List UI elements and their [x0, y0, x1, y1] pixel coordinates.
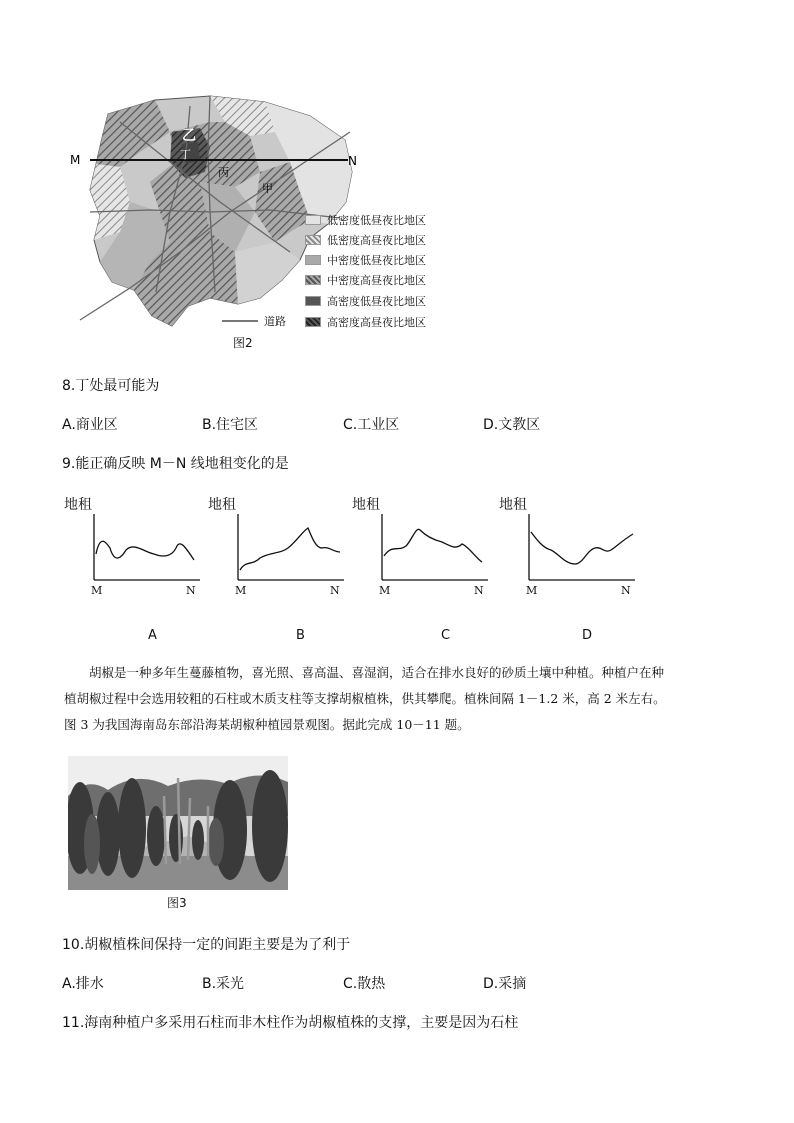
- legend-swatch-dark-solid: [305, 296, 321, 306]
- q9-stem: 9.能正确反映 M－N 线地租变化的是: [62, 456, 289, 472]
- q8-option-b[interactable]: B.住宅区: [202, 417, 259, 433]
- chart-d-curve: [531, 532, 633, 564]
- q11-stem: 11.海南种植户多采用石柱而非木柱作为胡椒植株的支撑，主要是因为石柱: [62, 1015, 519, 1031]
- label-n: N: [348, 154, 357, 168]
- q10-option-d[interactable]: D.采摘: [483, 976, 527, 992]
- passage-line-2: 植胡椒过程中会选用较粗的石柱或木质支柱等支撑胡椒植株，供其攀爬。植株间隔 1－1.2 米，高 2 米左右。: [64, 691, 666, 706]
- q10-stem: 10.胡椒植株间保持一定的间距主要是为了利于: [62, 937, 351, 953]
- label-jia: 甲: [262, 182, 273, 195]
- chart-d-letter[interactable]: D: [582, 628, 593, 643]
- chart-a-ylabel: 地租: [64, 497, 92, 513]
- legend-item-6: [305, 316, 426, 328]
- passage: [64, 660, 744, 738]
- legend-swatch-light-solid: [305, 215, 321, 225]
- q9-chart-c[interactable]: [352, 494, 492, 604]
- q9-chart-d[interactable]: [499, 494, 639, 604]
- label-bing: 丙: [218, 166, 229, 179]
- chart-d-plot: [499, 514, 639, 584]
- q8-option-a[interactable]: A.商业区: [62, 417, 118, 433]
- chart-b-letter[interactable]: B: [296, 628, 305, 643]
- figure3-photo: [68, 756, 288, 890]
- q10-option-a[interactable]: A.排水: [62, 976, 104, 992]
- road-legend-label: 道路: [264, 315, 286, 328]
- chart-c-plot: [352, 514, 492, 584]
- legend-swatch-mid-hatch: [305, 275, 321, 285]
- label-ding: 丁: [180, 148, 191, 161]
- chart-c-xstart: M: [379, 584, 391, 597]
- passage-line-3: 图 3 为我国海南岛东部沿海某胡椒种植园景观图。据此完成 10－11 题。: [64, 717, 470, 732]
- legend-item-2: [305, 234, 426, 246]
- legend-label: 中密度高昼夜比地区: [327, 274, 426, 287]
- legend-swatch-mid-solid: [305, 255, 321, 265]
- q9-chart-a[interactable]: [64, 494, 204, 604]
- chart-b-ylabel: 地租: [208, 497, 236, 513]
- chart-d-ylabel: 地租: [499, 497, 527, 513]
- chart-a-curve: [96, 541, 194, 560]
- legend-label: 低密度高昼夜比地区: [327, 234, 426, 247]
- q9-chart-b[interactable]: [208, 494, 348, 604]
- chart-c-ylabel: 地租: [352, 497, 380, 513]
- legend-item-1: [305, 214, 426, 226]
- legend-label: 高密度高昼夜比地区: [327, 316, 426, 329]
- legend-label: 低密度低昼夜比地区: [327, 214, 426, 227]
- figure3-caption: 图3: [167, 896, 187, 910]
- photo-svg: [68, 756, 288, 890]
- chart-b-xstart: M: [235, 584, 247, 597]
- label-yi: 乙: [182, 128, 196, 144]
- figure2-caption: 图2: [233, 336, 253, 350]
- legend-item-3: [305, 254, 426, 266]
- chart-b-xend: N: [330, 584, 340, 597]
- chart-b-plot: [208, 514, 348, 584]
- q8-stem: 8.丁处最可能为: [62, 378, 160, 394]
- chart-c-letter[interactable]: C: [441, 628, 451, 643]
- chart-a-xend: N: [186, 584, 196, 597]
- chart-d-xstart: M: [526, 584, 538, 597]
- legend-label: 高密度低昼夜比地区: [327, 295, 426, 308]
- road-legend-line: [222, 320, 258, 322]
- chart-a-xstart: M: [91, 584, 103, 597]
- passage-line-1: 胡椒是一种多年生蔓藤植物，喜光照、喜高温、喜湿润，适合在排水良好的砂质土壤中种植。种植户在种: [89, 665, 665, 680]
- legend-swatch-dark-hatch: [305, 317, 321, 327]
- legend-item-4: [305, 274, 426, 286]
- chart-a-plot: [64, 514, 204, 584]
- chart-a-letter[interactable]: A: [148, 628, 157, 643]
- chart-b-curve: [240, 528, 340, 570]
- chart-c-curve: [384, 529, 482, 562]
- chart-c-xend: N: [474, 584, 484, 597]
- q10-option-b[interactable]: B.采光: [202, 976, 245, 992]
- label-m: M: [70, 153, 81, 167]
- legend-label: 中密度低昼夜比地区: [327, 254, 426, 267]
- legend-swatch-light-hatch: [305, 235, 321, 245]
- q10-option-c[interactable]: C.散热: [343, 976, 386, 992]
- q8-option-c[interactable]: C.工业区: [343, 417, 400, 433]
- q8-option-d[interactable]: D.文教区: [483, 417, 541, 433]
- legend-item-5: [305, 295, 426, 307]
- chart-d-xend: N: [621, 584, 631, 597]
